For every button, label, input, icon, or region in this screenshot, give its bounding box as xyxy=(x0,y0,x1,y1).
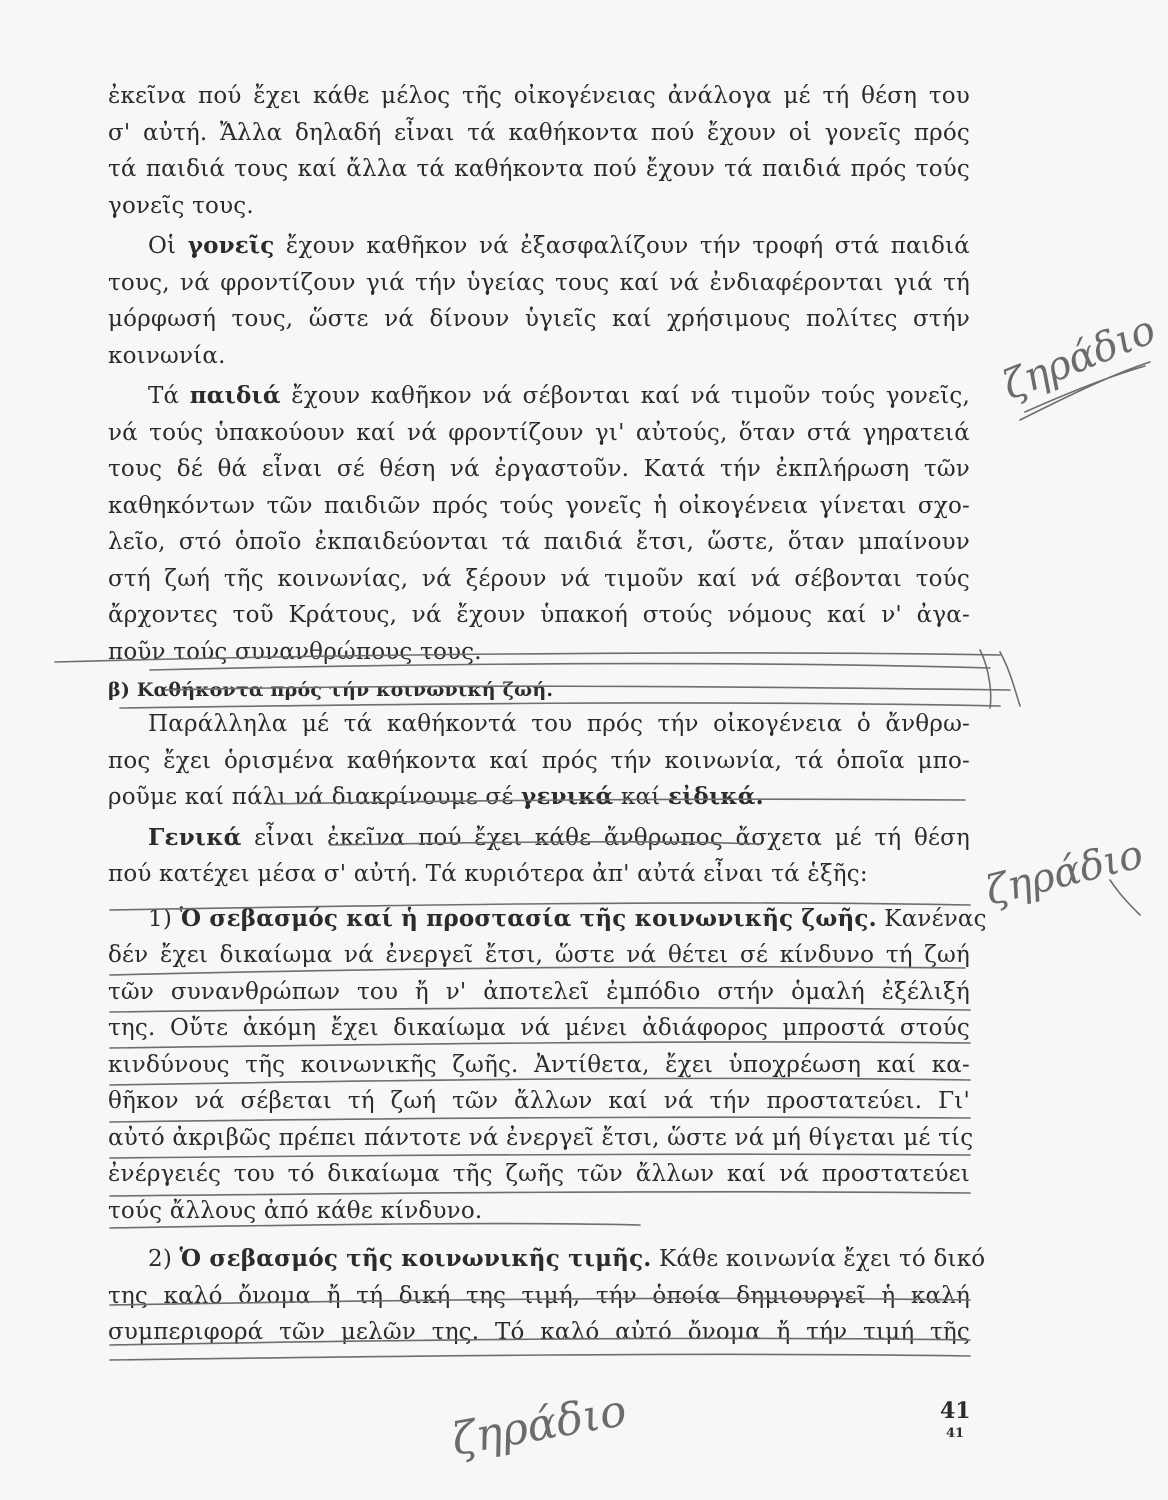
text-span: μόρφωσή τους, ὥστε νά δίνουν ὑγιεῖς καί χρήσιμους πολίτες στήν xyxy=(108,306,970,332)
text-span: δέν ἔχει δικαίωμα νά ἐνεργεῖ ἔτσι, ὥστε νά θέτει σέ κίνδυνο τή ζωή xyxy=(108,942,970,968)
pencil-underline xyxy=(110,1042,970,1048)
pencil-underline xyxy=(110,1224,640,1228)
pencil-underline xyxy=(110,903,970,910)
pencil-underline xyxy=(110,1008,970,1012)
bold-term: παιδιά xyxy=(189,382,281,409)
text-span: κινδύνους τῆς κοινωνικῆς ζωῆς. Ἀντίθετα, ἔχει ὑποχρέωση καί κα- xyxy=(108,1051,970,1078)
text-span: ἐκεῖνα πού ἔχει κάθε μέλος τῆς οἰκογένειας ἀνάλογα μέ τή θέση του xyxy=(108,83,970,109)
text-span: 1) xyxy=(148,905,180,932)
text-span: εἶναι ἐκεῖνα πού ἔχει κάθε ἄνθρωπος ἄσχετα μέ τή θέση xyxy=(241,824,970,851)
pencil-strike xyxy=(165,686,1010,690)
bold-term: γονεῖς xyxy=(187,232,275,259)
text-span: συμπεριφορά τῶν μελῶν της. Τό καλό αὐτό ὄνομα ἤ τήν τιμή τῆς xyxy=(108,1319,970,1345)
text-span: ἔχουν καθῆκον νά ἐξασφαλίζουν τήν τροφή στά παιδιά xyxy=(274,233,971,259)
text-span: ἐνέργειές του τό δικαίωμα τῆς ζωῆς τῶν ἄλλων καί νά προστατεύει xyxy=(108,1161,970,1187)
text-span: ἔχουν καθῆκον νά σέβονται καί νά τιμοῦν τούς γονεῖς, xyxy=(280,383,970,409)
bold-term: γενικά xyxy=(520,783,614,810)
text-span: τῶν συνανθρώπων του ἤ ν' ἀποτελεῖ ἐμπόδιο στήν ὁμαλή ἐξέλιξή xyxy=(108,978,970,1005)
handwritten-note: ζηράδιο xyxy=(448,1385,631,1466)
pencil-underline xyxy=(110,1298,970,1305)
pencil-strike xyxy=(150,664,990,670)
pencil-tail xyxy=(1110,880,1140,915)
text-span: λεῖο, στό ὁποῖο ἐκπαιδεύονται τά παιδιά ἔτσι, ὥστε, ὅταν μπαίνουν xyxy=(108,529,970,555)
bold-term: Ὁ σεβασμός καί ἡ προστασία τῆς κοινωνικῆς ζωῆς. xyxy=(179,904,877,932)
text-span: ροῦμε καί πάλι νά διακρίνουμε σέ xyxy=(108,784,521,810)
text-span: κοινωνία. xyxy=(108,342,226,369)
bold-term: Ὁ σεβασμός τῆς κοινωνικῆς τιμῆς. xyxy=(179,1245,652,1272)
bold-term: Γενικά xyxy=(148,823,242,851)
pencil-underline xyxy=(110,1154,970,1158)
text-span: Παράλληλα μέ τά καθήκοντά του πρός τήν οἰκογένεια ὁ ἄνθρω- xyxy=(148,711,970,737)
bold-term: εἰδικά. xyxy=(667,783,764,810)
heading-text: β) Καθήκοντα πρός τήν κοινωνική ζωή. xyxy=(108,679,554,701)
pencil-underline xyxy=(330,842,760,845)
pencil-underline xyxy=(110,1078,970,1085)
text-span: Τά xyxy=(148,383,190,409)
page-number: 41 xyxy=(940,1398,971,1424)
text-span: της. Οὔτε ἀκόμη ἔχει δικαίωμα νά μένει ἀδιάφορος μπροστά στούς xyxy=(108,1015,970,1041)
pencil-underline xyxy=(110,1354,970,1360)
text-span: τούς ἄλλους ἀπό κάθε κίνδυνο. xyxy=(108,1197,483,1224)
text-span: στή ζωή τῆς κοινωνίας, νά ξέρουν νά τιμοῦν καί νά σέβονται τούς xyxy=(108,565,970,592)
pencil-underline xyxy=(270,799,965,804)
pencil-underline xyxy=(110,967,965,975)
text-span: σ' αὐτή. Ἄλλα δηλαδή εἶναι τά καθήκοντα πού ἔχουν οἱ γονεῖς πρός xyxy=(108,119,970,146)
text-span: γονεῖς τους. xyxy=(108,192,254,219)
text-span: πού κατέχει μέσα σ' αὐτή. Τά κυριότερα ἀπ' αὐτά εἶναι τά ἑξῆς: xyxy=(108,861,868,887)
text-span: τά παιδιά τους καί ἄλλα τά καθήκοντα πού ἔχουν τά παιδιά πρός τούς xyxy=(108,156,970,182)
text-span: καθηκόντων τῶν παιδιῶν πρός τούς γονεῖς ἡ οἰκογένεια γίνεται σχο- xyxy=(108,492,970,519)
pencil-strike xyxy=(55,653,1000,662)
text-span: τους δέ θά εἶναι σέ θέση νά ἐργαστοῦν. Κατά τήν ἐκπλήρωση τῶν xyxy=(108,456,970,482)
pencil-underline xyxy=(110,1117,970,1122)
pencil-underline xyxy=(110,1338,970,1345)
text-span: πος ἔχει ὁρισμένα καθήκοντα καί πρός τήν κοινωνία, τά ὁποῖα μπο- xyxy=(108,747,970,774)
text-span: ποῦν τούς συνανθρώπους τους. xyxy=(108,638,482,665)
page-number-small: 41 xyxy=(946,1426,965,1441)
text-span: καί xyxy=(613,784,668,810)
text-span: Κάθε κοινωνία ἔχει τό δικό xyxy=(651,1246,986,1272)
text-span: της καλό ὄνομα ἤ τή δική της τιμή, τήν ὁποία δημιουργεῖ ἡ καλή xyxy=(108,1282,970,1309)
handwritten-note: ζηράδιο xyxy=(996,306,1163,410)
pencil-strike xyxy=(120,703,1000,708)
pencil-strike xyxy=(980,650,1020,708)
text-span: τους, νά φροντίζουν γιά τήν ὑγείας τους καί νά ἐνδιαφέρονται γιά τή xyxy=(108,269,970,296)
text-span: νά τούς ὑπακούουν καί νά φροντίζουν γι' αὐτούς, ὅταν στά γηρατειά xyxy=(108,419,970,446)
text-span: Κανένας xyxy=(876,905,987,932)
text-span: 2) xyxy=(148,1246,180,1272)
handwritten-note: ζηράδιο xyxy=(981,831,1148,915)
text-span: ἄρχοντες τοῦ Κράτους, νά ἔχουν ὑπακοή στούς νόμους καί ν' ἀγα- xyxy=(108,602,970,628)
text-span: αὐτό ἀκριβῶς πρέπει πάντοτε νά ἐνεργεῖ ἔτσι, ὥστε νά μή θίγεται μέ τίς xyxy=(108,1124,974,1151)
pencil-underline xyxy=(110,1192,970,1196)
text-span: θῆκον νά σέβεται τή ζωή τῶν ἄλλων καί νά τήν προστατεύει. Γι' xyxy=(108,1088,970,1114)
text-span: Οἱ xyxy=(148,233,188,259)
